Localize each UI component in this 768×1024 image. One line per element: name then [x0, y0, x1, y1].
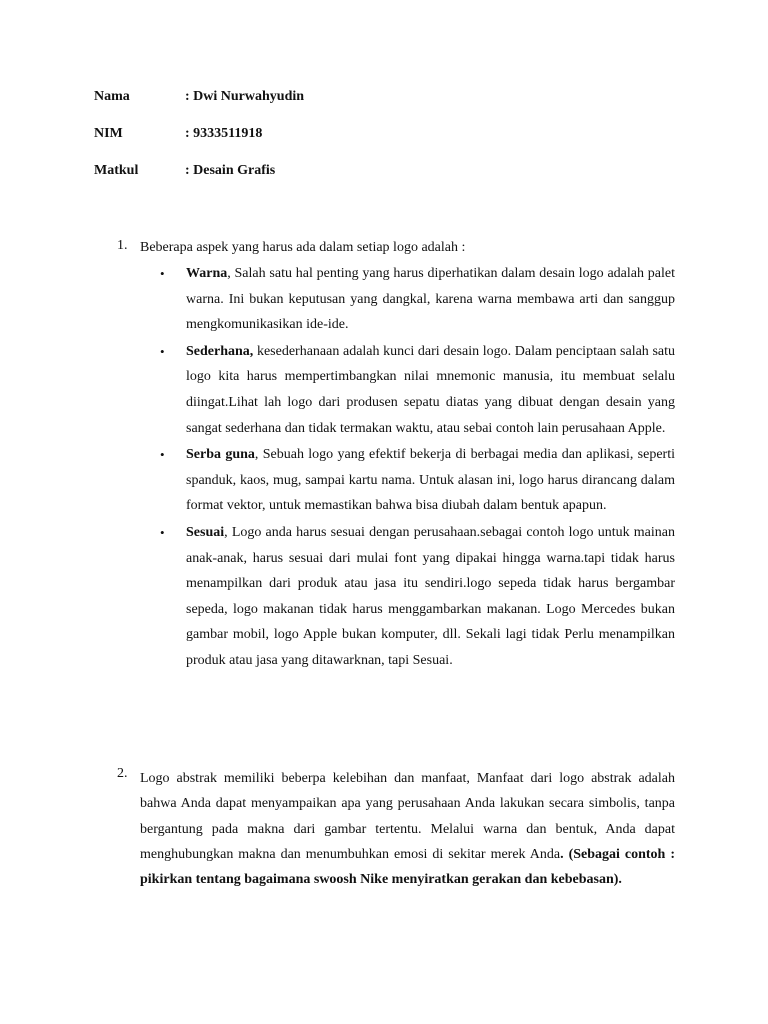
aspect-term-sesuai: Sesuai — [186, 524, 225, 540]
aspect-term-serba-guna: Serba guna — [186, 447, 255, 463]
matkul-label: Matkul — [94, 163, 139, 178]
bullet-icon: • — [160, 266, 165, 281]
bullet-icon: • — [160, 524, 165, 540]
aspect-term-sederhana: Sederhana, — [186, 343, 254, 359]
section-2-paragraph — [140, 766, 675, 892]
section-1-intro: Beberapa aspek yang harus ada dalam setiap logo adalah : — [140, 240, 466, 255]
aspect-text-sederhana: kesederhanaan adalah kunci dari desain logo. Dalam penciptaan salah satu logo kita harus mempertimbangkan nilai mnemonic manusia, itu membuat selalu diingat.Lihat lah logo dari produsen sepatu diatas yang dibuat dengan desain yang sangat sederhana dan tidak termakan waktu, atau sebai contoh lain perusahaan Apple. — [186, 343, 675, 436]
bullet-icon: • — [160, 447, 165, 463]
aspect-list — [117, 261, 675, 674]
aspect-item-warna — [160, 261, 675, 338]
section-2-number: 2. — [117, 766, 128, 781]
nama-label: Nama — [94, 89, 130, 104]
header-nim-row — [94, 125, 262, 143]
aspect-text-warna: , Salah satu hal penting yang harus diperhatikan dalam desain logo adalah palet warna. Ini bukan keputusan yang dangkal, karena warna membawa arti dan sanggup mengkomunikasikan ide-ide. — [186, 266, 675, 333]
aspect-item-sesuai — [160, 520, 675, 674]
aspect-item-serba-guna — [160, 442, 675, 519]
matkul-value: : Desain Grafis — [185, 163, 276, 178]
section-1-number: 1. — [117, 238, 128, 253]
nim-value: : 9333511918 — [185, 126, 263, 141]
aspect-text-sesuai: , Logo anda harus sesuai dengan perusahaan.sebagai contoh logo untuk mainan anak-anak, harus sesuai dari mulai font yang dipakai hingga warna.tapi tidak harus menampilkan dari produk atau jasa itu sendiri.logo sepeda tidak harus bergambar sepeda, logo makanan tidak harus menggambarkan makanan. Logo Mercedes bukan gambar mobil, logo Apple bukan komputer, dll. Sekali lagi tidak Perlu menampilkan produk atau jasa yang ditawarknan, tapi Sesuai. — [186, 524, 675, 668]
bullet-icon: • — [160, 343, 165, 359]
aspect-text-serba-guna: , Sebuah logo yang efektif bekerja di berbagai media dan aplikasi, seperti spanduk, kaos, mug, sampai kartu nama. Untuk alasan ini, logo harus dirancang dalam format vektor, untuk memastikan bahwa bisa diubah dalam bentuk apapun. — [186, 447, 675, 514]
header-nama-row — [94, 88, 304, 106]
section-2-text: Logo abstrak memiliki beberpa kelebihan dan manfaat, Manfaat dari logo abstrak adalah bahwa Anda dapat menyampaikan apa yang perusahaan Anda lakukan secara simbolis, tanpa bergantung pada makna dari gambar tertentu. Melalui warna dan bentuk, Anda dapat menghubungkan makna dan menumbuhkan emosi di sekitar merek Anda — [140, 771, 675, 862]
section-1 — [117, 238, 675, 675]
header-matkul-row — [94, 162, 275, 180]
aspect-item-sederhana — [160, 339, 675, 441]
nim-label: NIM — [94, 126, 123, 141]
section-2 — [117, 766, 675, 892]
nama-value: : Dwi Nurwahyudin — [185, 89, 305, 104]
aspect-term-warna: Warna — [186, 266, 228, 281]
section-2-bold-text: . (Sebagai contoh : pikirkan tentang bagaimana swoosh Nike menyiratkan gerakan dan kebebasan). — [140, 846, 675, 888]
